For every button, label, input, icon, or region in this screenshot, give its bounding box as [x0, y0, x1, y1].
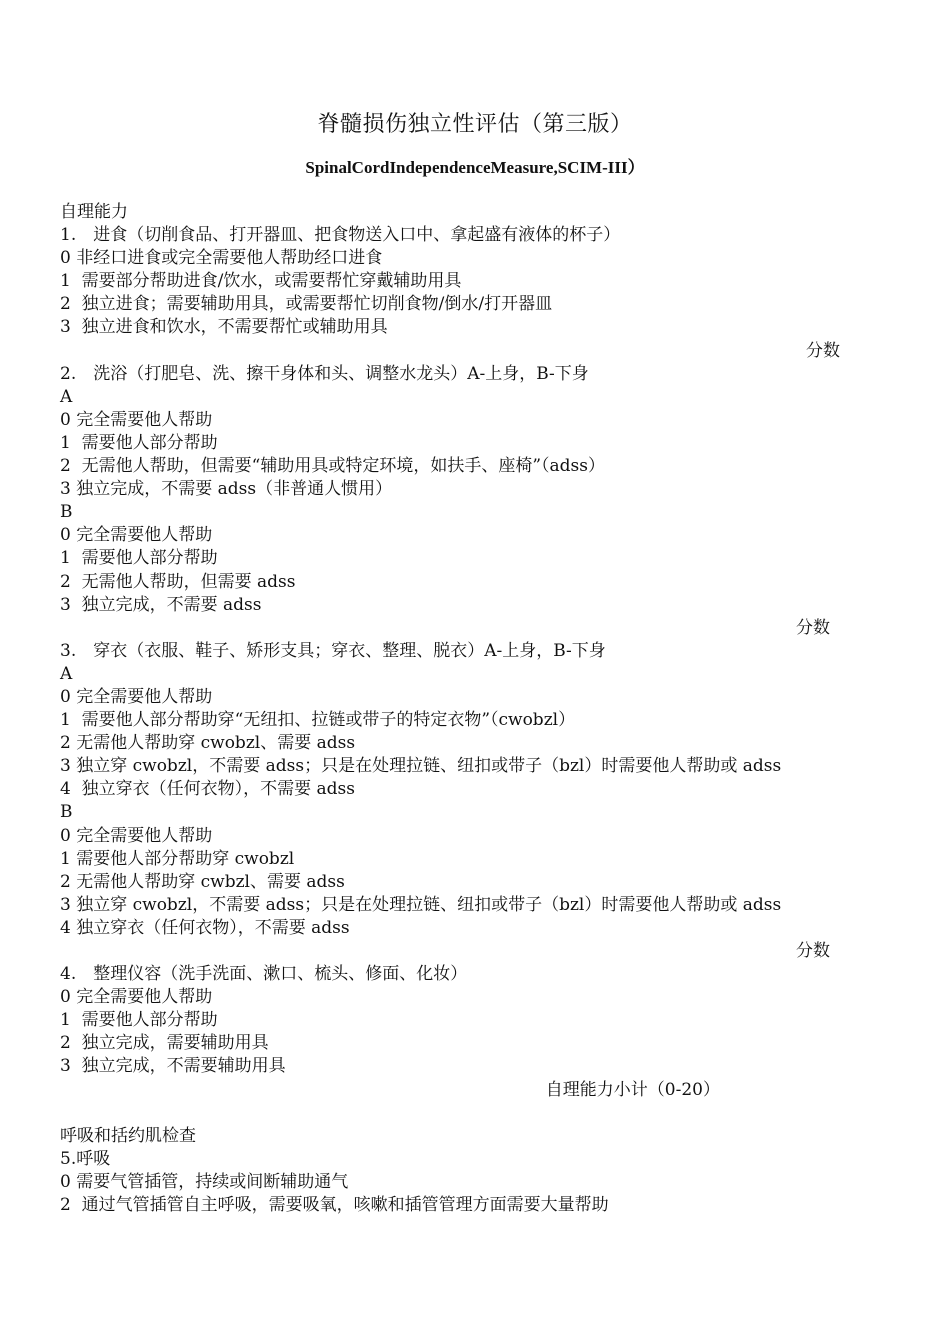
option-line: 1 需要他人部分帮助穿 cwobzl — [60, 848, 295, 869]
subpart-label: A — [60, 386, 73, 407]
question-title-eating: 1. 进食（切削食品、打开器皿、把食物送入口中、拿起盛有液体的杯子） — [60, 225, 621, 246]
subpart-label: A — [60, 663, 73, 684]
question-title-dressing: 3. 穿衣（衣服、鞋子、矫形支具；穿衣、整理、脱衣）A-上身，B-下身 — [60, 640, 606, 661]
option-line: 1 需要他人部分帮助 — [60, 548, 218, 569]
option-line: 3 独立完成，不需要 adss — [60, 594, 262, 615]
option-line: 1 需要他人部分帮助 — [60, 432, 218, 453]
option-line: 3 独立进食和饮水，不需要帮忙或辅助用具 — [60, 317, 388, 338]
subpart-label: B — [60, 502, 73, 523]
score-label: 分数 — [806, 340, 840, 361]
spacer — [60, 1102, 840, 1125]
self-care-subtotal: 自理能力小计（0-20） — [545, 1079, 720, 1100]
document-body — [60, 201, 840, 1217]
section-heading-respiration: 呼吸和括约肌检查 — [60, 1125, 196, 1146]
option-line: 0 完全需要他人帮助 — [60, 987, 213, 1008]
option-line: 0 需要气管插管，持续或间断辅助通气 — [60, 1171, 349, 1192]
option-line: 1 需要部分帮助进食/饮水，或需要帮忙穿戴辅助用具 — [60, 271, 462, 292]
score-label: 分数 — [796, 941, 830, 961]
option-line: 3 独立穿 cwobzl，不需要 adss；只是在处理拉链、纽扣或带子（bzl）时需要他人帮助或 adss — [60, 894, 782, 915]
score-label: 分数 — [796, 617, 830, 638]
option-line: 3 独立完成，不需要辅助用具 — [60, 1056, 286, 1077]
question-title-grooming: 4. 整理仪容（洗手洗面、漱口、梳头、修面、化妆） — [60, 964, 468, 985]
page-subtitle: SpinalCordIndependenceMeasure,SCIM-III） — [305, 158, 645, 177]
option-line: 2 独立完成，需要辅助用具 — [60, 1033, 269, 1054]
option-line: 2 独立进食；需要辅助用具，或需要帮忙切削食物/倒水/打开器皿 — [60, 294, 553, 315]
option-line: 4 独立穿衣（任何衣物），不需要 adss — [60, 917, 350, 938]
option-line: 2 通过气管插管自主呼吸，需要吸氧，咳嗽和插管管理方面需要大量帮助 — [60, 1195, 609, 1216]
option-line: 2 无需他人帮助穿 cwbzl、需要 adss — [60, 871, 345, 892]
question-title-bathing: 2. 洗浴（打肥皂、洗、擦干身体和头、调整水龙头）A-上身，B-下身 — [60, 363, 589, 384]
option-line: 0 非经口进食或完全需要他人帮助经口进食 — [60, 248, 383, 269]
option-line: 2 无需他人帮助穿 cwobzl、需要 adss — [60, 733, 356, 754]
option-line: 1 需要他人部分帮助穿“无纽扣、拉链或带子的特定衣物”（cwobzl） — [60, 710, 576, 731]
option-line: 0 完全需要他人帮助 — [60, 409, 213, 430]
subpart-label: B — [60, 802, 73, 823]
option-line: 2 无需他人帮助，但需要 adss — [60, 571, 296, 592]
page-title: 脊髓损伤独立性评估（第三版） — [317, 112, 633, 137]
option-line: 0 完全需要他人帮助 — [60, 825, 213, 846]
option-line: 1 需要他人部分帮助 — [60, 1010, 218, 1031]
option-line: 0 完全需要他人帮助 — [60, 525, 213, 546]
option-line: 2 无需他人帮助，但需要“辅助用具或特定环境，如扶手、座椅”（adss） — [60, 456, 605, 477]
option-line: 0 完全需要他人帮助 — [60, 686, 213, 707]
option-line: 4 独立穿衣（任何衣物），不需要 adss — [60, 779, 355, 800]
option-line: 3 独立穿 cwobzl，不需要 adss；只是在处理拉链、纽扣或带子（bzl）时需要他人帮助或 adss — [60, 756, 782, 777]
question-title-respiration: 5.呼吸 — [60, 1148, 111, 1169]
section-heading-self-care: 自理能力 — [60, 202, 128, 222]
option-line: 3 独立完成，不需要 adss（非普通人惯用） — [60, 479, 393, 500]
